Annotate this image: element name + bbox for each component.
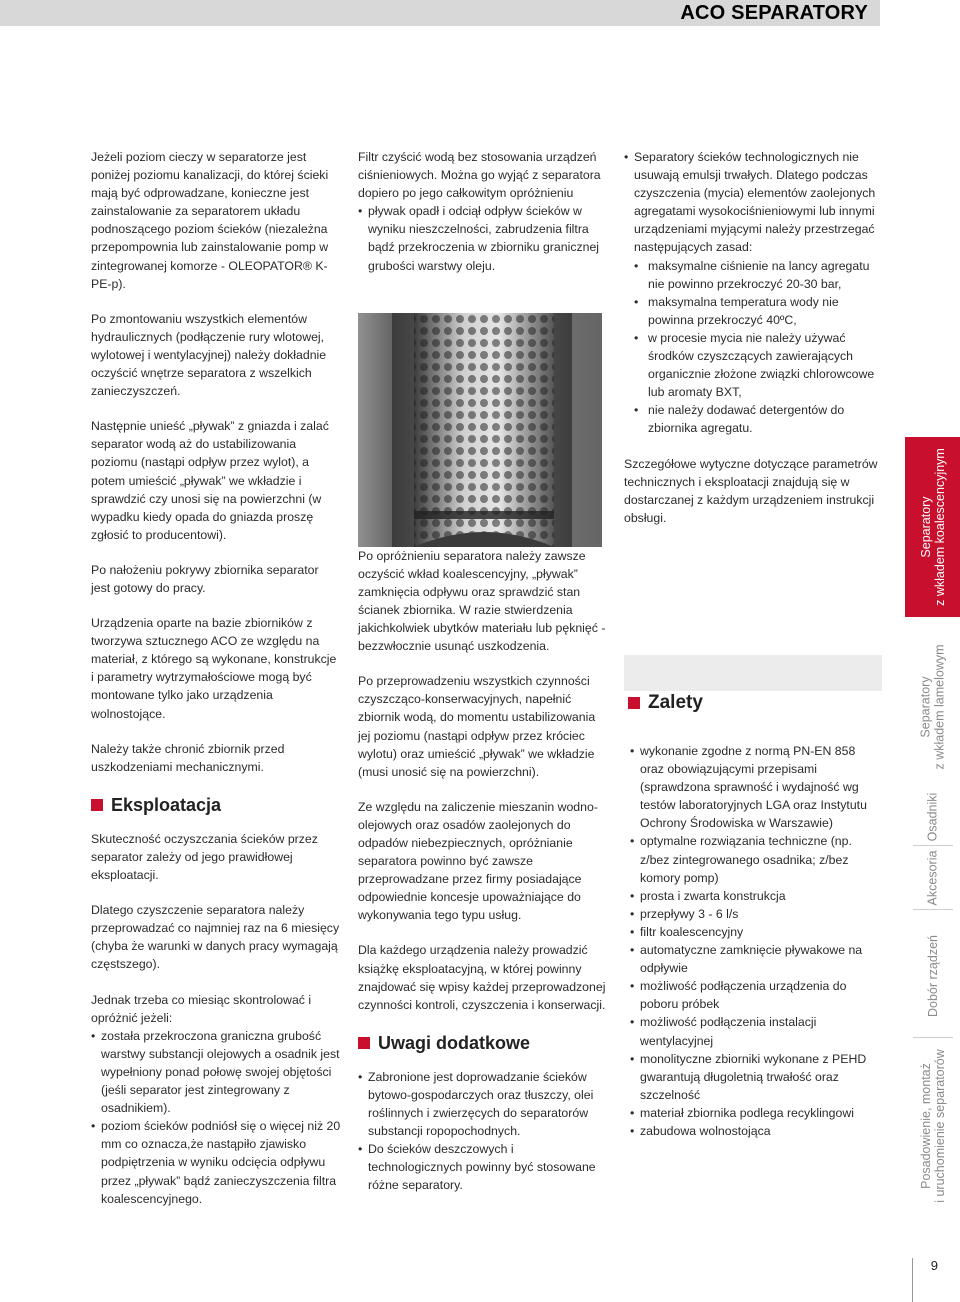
tab-label: i uruchomienie separatorów bbox=[932, 1049, 947, 1203]
tab-osadniki[interactable] bbox=[905, 792, 960, 842]
sub-bullet-list bbox=[624, 257, 882, 438]
list-item: • maksymalna temperatura wody nie powinna przekroczyć 40ºC, bbox=[634, 293, 882, 329]
header-gap bbox=[880, 0, 960, 26]
filter-illustration bbox=[358, 313, 602, 547]
paragraph: Dla każdego urządzenia należy prowadzić książkę eksploatacyjną, w której powinny znajdować się wpisy każdej przeprowadzonej czynności kontroli, czyszczenia i konserwacji. bbox=[358, 943, 606, 1012]
list-item: • przepływy 3 - 6 l/s bbox=[630, 905, 882, 923]
tab-label: Separatory bbox=[918, 496, 933, 558]
tab-label: Separatory bbox=[918, 676, 933, 738]
bullet-list bbox=[358, 202, 608, 274]
tab-label: Akcesoria bbox=[925, 850, 940, 906]
list-item: • została przekroczona graniczna grubość warstwy substancji olejowych a osadnik jest wypełniony ponad połowę swojej objętości (jeśli separator jest zintegrowany z osadnikiem). bbox=[91, 1027, 341, 1117]
paragraph: Po opróżnieniu separatora należy zawsze oczyścić wkład koalescencyjny, „pływak” zamknięcia odpływu oraz sprawdzić stan ścianek zbiornika. W razie stwierdzenia jakichkolwiek ubytków materiału lub pęknięć - bezzwłocznie usunąć uszkodzenia. bbox=[358, 548, 606, 654]
list-item: • możliwość podłączenia urządzenia do poboru próbek bbox=[630, 977, 882, 1013]
section-heading-zalety bbox=[628, 692, 703, 714]
paragraph: Jeżeli poziom cieczy w separatorze jest poniżej poziomu kanalizacji, do której ścieki mają być odprowadzane, konieczne jest zainstalowanie za separatorem układu podnoszącego poziom ścieków (niezależna przepompownia lub zainstalowanie pomp w zintegrowanej komorze - OLEOPATOR® K-PE-p). bbox=[91, 150, 329, 291]
list-item: • prosta i zwarta konstrukcja bbox=[630, 887, 882, 905]
tab-label: Posadowienie, montaż bbox=[918, 1063, 933, 1189]
paragraph: Filtr czyścić wodą bez stosowania urządzeń ciśnieniowych. Można go wyjąć z separatora dopiero po jego całkowitym opróżnieniu bbox=[358, 150, 601, 201]
paragraph: Po przeprowadzeniu wszystkich czynności czyszcząco-konserwacyjnych, napełnić zbiornik wodą, do momentu ustabilizowania jej poziomu (nastąpi odpływ przez króciec wylotu) oraz umieścić „pływak” we wkładzie (musi unosić się na powierzchni). bbox=[358, 674, 596, 779]
list-item: • w procesie mycia nie należy używać środków czyszczących zawierających organicznie złożone związki chlorowcowe lub aromaty BXT, bbox=[634, 329, 882, 401]
list-item: • Do ścieków deszczowych i technologicznych powinny być stosowane różne separatory. bbox=[358, 1140, 608, 1194]
page-title: ACO SEPARATORY bbox=[680, 2, 868, 24]
list-item: • Zabronione jest doprowadzanie ścieków bytowo-gospodarczych oraz tłuszczy, olei roślinnych i zwierzęcych do separatorów substancji ropopochodnych. bbox=[358, 1068, 608, 1140]
list-item: • pływak opadł i odciął odpływ ścieków w wyniku nieszczelności, zabrudzenia filtra bądź przekroczenia w zbiorniku granicznej grubości warstwy oleju. bbox=[358, 202, 608, 274]
tab-separatory-koalescencyjne[interactable] bbox=[905, 437, 960, 617]
list-item: • materiał zbiornika podlega recyklingowi bbox=[630, 1104, 882, 1122]
bullet-list bbox=[630, 742, 882, 1140]
list-item: • zabudowa wolnostojąca bbox=[630, 1122, 882, 1140]
divider bbox=[913, 1037, 953, 1038]
column-right bbox=[624, 148, 882, 544]
paragraph: Szczegółowe wytyczne dotyczące parametrów technicznych i eksploatacji znajdują się w dostarczanej z każdym urządzeniem instrukcji obsługi. bbox=[624, 456, 878, 525]
list-item: • monolityczne zbiorniki wykonane z PEHD gwarantują długoletnią trwałość oraz szczelność bbox=[630, 1050, 882, 1104]
tab-akcesoria[interactable] bbox=[905, 849, 960, 907]
tab-label: Osadniki bbox=[925, 792, 940, 842]
bullet-list bbox=[91, 1027, 341, 1208]
divider bbox=[913, 909, 953, 910]
tab-label: z wkładem koalescencyjnym bbox=[932, 448, 947, 606]
paragraph: Jednak trzeba co miesiąc skontrolować i opróżnić jeżeli: bbox=[91, 992, 312, 1025]
red-square-icon bbox=[91, 799, 103, 811]
column-middle bbox=[358, 148, 608, 1195]
advantages-list-wrapper bbox=[630, 742, 882, 1140]
section-tabs bbox=[905, 437, 960, 1210]
divider bbox=[913, 845, 953, 846]
list-item: • optymalne rozwiązania techniczne (np. z/bez zintegrowanego osadnika; z/bez komory pomp) bbox=[630, 832, 882, 886]
tab-dobor-urzadzen[interactable] bbox=[905, 921, 960, 1031]
list-item: • Separatory ścieków technologicznych nie usuwają emulsji trwałych. Dlatego podczas czyszczenia (mycia) elementów zaolejonych agregatami wysokociśnieniowymi lub innymi urządzeniami myjącymi należy przestrzegać następujących zasad: bbox=[624, 148, 882, 257]
section-title: Uwagi dodatkowe bbox=[378, 1032, 531, 1053]
paragraph: Skuteczność oczyszczania ścieków przez separator zależy od jego prawidłowej eksploatacji. bbox=[91, 831, 318, 883]
list-item: • wykonanie zgodne z normą PN-EN 858 oraz obowiązującymi przepisami (sprawdzona sprawność i wydajność wg testów laboratoryjnych LGA oraz Instytutu Ochrony Środowiska w Warszawie) bbox=[630, 742, 882, 832]
zalety-header-band bbox=[624, 655, 882, 691]
paragraph: Należy także chronić zbiornik przed uszkodzeniami mechanicznymi. bbox=[91, 741, 285, 774]
header-bar bbox=[0, 0, 960, 26]
tab-separatory-lamelowe[interactable] bbox=[905, 622, 960, 792]
section-title: Eksploatacja bbox=[111, 794, 222, 815]
page-number: 9 bbox=[930, 1258, 938, 1273]
column-left bbox=[91, 148, 341, 1208]
list-item: • automatyczne zamknięcie pływakowe na odpływie bbox=[630, 941, 882, 977]
tab-posadowienie[interactable] bbox=[905, 1042, 960, 1210]
list-item: • nie należy dodawać detergentów do zbiornika agregatu. bbox=[634, 401, 882, 437]
list-item: • poziom ścieków podniósł się o więcej niż 20 mm co oznacza,że nastąpiło zjawisko podpiętrzenia w wyniku odcięcia odpływu przez „pływak” bądź zanieczyszczenia filtra koalescencyjnego. bbox=[91, 1117, 341, 1207]
paragraph: Dlatego czyszczenie separatora należy przeprowadzać co najmniej raz na 6 miesięcy (chyba że warunki w danych pracy wymagają częstszego). bbox=[91, 903, 340, 972]
list-item: • maksymalne ciśnienie na lancy agregatu nie powinno przekroczyć 20-30 bar, bbox=[634, 257, 882, 293]
coalescent-filter-photo bbox=[358, 313, 602, 547]
tab-label: Dobór rządzeń bbox=[925, 935, 940, 1017]
bullet-list bbox=[358, 1068, 608, 1195]
paragraph: Po nałożeniu pokrywy zbiornika separator jest gotowy do pracy. bbox=[91, 562, 319, 595]
list-item: • filtr koalescencyjny bbox=[630, 923, 882, 941]
section-heading-eksploatacja bbox=[91, 796, 341, 814]
red-square-icon bbox=[628, 697, 640, 709]
list-item: • możliwość podłączenia instalacji wentylacyjnej bbox=[630, 1013, 882, 1049]
bullet-list bbox=[624, 148, 882, 257]
paragraph: Po zmontowaniu wszystkich elementów hydraulicznych (podłączenie rury wlotowej, wylotowej i wentylacyjnej) należy dokładnie oczyścić wnętrze separatora z wszelkich zanieczyszczeń. bbox=[91, 311, 327, 399]
section-heading-uwagi bbox=[358, 1034, 608, 1052]
paragraph: Następnie unieść „pływak” z gniazda i zalać separator wodą aż do ustabilizowania poziomu (nastąpi odpływ przez wylot), a potem umieścić „pływak” we wkładzie i sprawdzić czy unosi się na powierzchni (w wypadku kiedy opada do gniazda proszę zgłosić to producentowi). bbox=[91, 419, 329, 542]
paragraph: Urządzenia oparte na bazie zbiorników z tworzywa sztucznego ACO ze względu na materiał, z którego są wykonane, konstrukcje i parametry wytrzymałościowe mogą być montowane tylko jako urządzenia wolnostojące. bbox=[91, 616, 337, 721]
tab-label: z wkładem lamelowym bbox=[932, 644, 947, 770]
section-title: Zalety bbox=[648, 692, 703, 713]
red-square-icon bbox=[358, 1037, 370, 1049]
paragraph: Ze względu na zaliczenie mieszanin wodno-olejowych oraz osadów zaolejonych do odpadów niebezpiecznych, opróżnianie separatora powinno być zawsze przeprowadzane przez firmy posiadające odpowiednie koncesje upoważniające do wykonywania tego typu usług. bbox=[358, 799, 598, 923]
